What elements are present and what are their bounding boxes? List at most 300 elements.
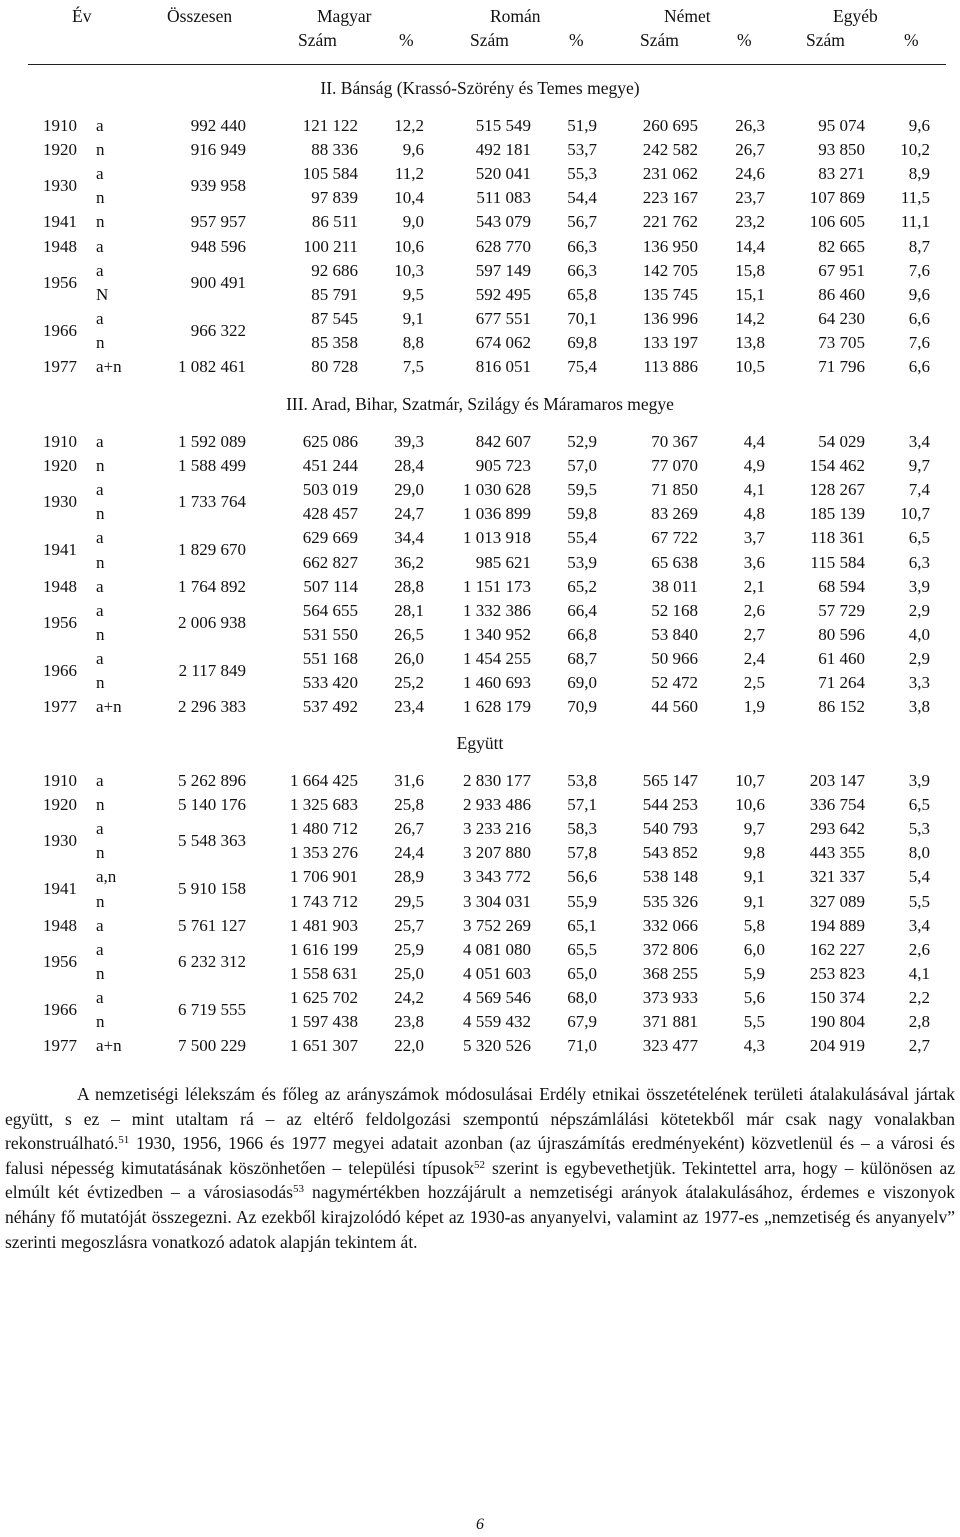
cell-hu-pct: 26,0 bbox=[394, 648, 424, 668]
cell-hu: 1 651 307 bbox=[290, 1036, 358, 1056]
cell-oth-pct: 7,6 bbox=[908, 332, 930, 352]
cell-ro: 515 549 bbox=[475, 116, 531, 135]
cell-ro-pct: 56,6 bbox=[567, 867, 597, 887]
cell-census-type: a bbox=[96, 987, 104, 1007]
cell-ro-pct: 66,8 bbox=[567, 624, 597, 644]
cell-total: 1 829 670 bbox=[178, 540, 246, 560]
cell-total: 939 958 bbox=[190, 176, 246, 196]
cell-hu: 1 481 903 bbox=[290, 915, 358, 935]
cell-hu: 451 244 bbox=[302, 456, 358, 476]
cell-de-pct: 10,5 bbox=[735, 357, 765, 376]
cell-total: 916 949 bbox=[190, 140, 246, 160]
subheader-ro-pct: % bbox=[569, 30, 584, 50]
cell-de-pct: 3,6 bbox=[743, 552, 765, 572]
cell-hu-pct: 10,4 bbox=[394, 188, 424, 208]
cell-de: 67 722 bbox=[651, 528, 698, 548]
cell-ro-pct: 68,7 bbox=[567, 648, 597, 668]
cell-oth: 203 147 bbox=[809, 771, 865, 790]
cell-oth-pct: 2,6 bbox=[908, 939, 930, 959]
cell-de: 133 197 bbox=[642, 332, 698, 352]
cell-year: 1956 bbox=[43, 272, 77, 292]
cell-ro: 1 036 899 bbox=[463, 504, 531, 524]
cell-total: 948 596 bbox=[190, 236, 246, 256]
cell-ro-pct: 53,9 bbox=[567, 552, 597, 572]
cell-hu: 564 655 bbox=[302, 600, 358, 620]
cell-census-type: a bbox=[96, 576, 104, 596]
cell-oth-pct: 5,4 bbox=[908, 867, 930, 887]
cell-oth: 154 462 bbox=[809, 456, 865, 476]
cell-de-pct: 10,7 bbox=[735, 771, 765, 790]
cell-de-pct: 3,7 bbox=[743, 528, 765, 548]
cell-year: 1920 bbox=[43, 795, 77, 815]
cell-oth: 321 337 bbox=[809, 867, 865, 887]
cell-hu: 537 492 bbox=[302, 697, 358, 717]
cell-oth-pct: 3,8 bbox=[908, 697, 930, 717]
col-header-german: Német bbox=[664, 6, 711, 26]
cell-ro: 3 343 772 bbox=[463, 867, 531, 887]
cell-oth: 107 869 bbox=[809, 188, 865, 208]
cell-oth-pct: 6,6 bbox=[908, 308, 930, 328]
cell-oth: 80 596 bbox=[818, 624, 865, 644]
cell-de: 231 062 bbox=[642, 164, 698, 184]
cell-oth: 86 460 bbox=[818, 284, 865, 304]
cell-oth-pct: 2,9 bbox=[908, 600, 930, 620]
cell-year: 1977 bbox=[43, 357, 77, 376]
cell-hu: 85 791 bbox=[311, 284, 358, 304]
cell-year: 1941 bbox=[43, 212, 77, 232]
cell-de: 223 167 bbox=[642, 188, 698, 208]
cell-de: 50 966 bbox=[651, 648, 698, 668]
cell-census-type: n bbox=[96, 795, 105, 815]
cell-ro: 2 933 486 bbox=[463, 795, 531, 815]
cell-de-pct: 9,1 bbox=[743, 891, 765, 911]
cell-oth: 57 729 bbox=[818, 600, 865, 620]
cell-oth-pct: 6,6 bbox=[908, 357, 930, 376]
cell-ro: 3 304 031 bbox=[463, 891, 531, 911]
cell-ro: 3 752 269 bbox=[463, 915, 531, 935]
cell-de: 52 472 bbox=[651, 673, 698, 692]
cell-oth-pct: 4,1 bbox=[908, 963, 930, 983]
cell-hu-pct: 31,6 bbox=[394, 771, 424, 790]
cell-de: 136 996 bbox=[642, 308, 698, 328]
cell-total: 5 140 176 bbox=[178, 795, 246, 815]
cell-ro-pct: 70,9 bbox=[567, 697, 597, 717]
cell-census-type: a bbox=[96, 915, 104, 935]
cell-ro-pct: 57,8 bbox=[567, 843, 597, 863]
cell-de-pct: 4,3 bbox=[743, 1036, 765, 1056]
cell-de: 136 950 bbox=[642, 236, 698, 256]
cell-census-type: a bbox=[96, 528, 104, 548]
subheader-de-pct: % bbox=[737, 30, 752, 50]
cell-hu: 533 420 bbox=[302, 673, 358, 692]
cell-de: 38 011 bbox=[651, 576, 698, 596]
cell-ro-pct: 52,9 bbox=[567, 432, 597, 451]
cell-oth-pct: 8,7 bbox=[908, 236, 930, 256]
cell-oth: 204 919 bbox=[809, 1036, 865, 1056]
cell-hu: 507 114 bbox=[303, 576, 358, 596]
cell-de-pct: 6,0 bbox=[743, 939, 765, 959]
cell-oth: 68 594 bbox=[818, 576, 865, 596]
cell-total: 992 440 bbox=[190, 116, 246, 135]
cell-hu-pct: 23,8 bbox=[394, 1012, 424, 1031]
cell-de: 242 582 bbox=[642, 140, 698, 160]
cell-hu: 121 122 bbox=[302, 116, 358, 135]
cell-de: 368 255 bbox=[642, 963, 698, 983]
cell-total: 966 322 bbox=[190, 320, 246, 340]
cell-de: 540 793 bbox=[642, 819, 698, 839]
cell-census-type: n bbox=[96, 140, 105, 160]
cell-census-type: a bbox=[96, 819, 104, 839]
cell-ro-pct: 58,3 bbox=[567, 819, 597, 839]
cell-ro-pct: 54,4 bbox=[567, 188, 597, 208]
cell-hu-pct: 24,7 bbox=[394, 504, 424, 524]
cell-census-type: n bbox=[96, 673, 105, 692]
cell-year: 1966 bbox=[43, 660, 77, 680]
cell-census-type: a bbox=[96, 236, 104, 256]
cell-census-type: n bbox=[96, 188, 105, 208]
cell-census-type: a bbox=[96, 480, 104, 500]
cell-hu-pct: 8,8 bbox=[402, 332, 424, 352]
cell-ro: 1 628 179 bbox=[463, 697, 531, 717]
cell-census-type: n bbox=[96, 843, 105, 863]
body-paragraph bbox=[5, 1082, 955, 1254]
cell-ro-pct: 68,0 bbox=[567, 987, 597, 1007]
cell-ro: 597 149 bbox=[475, 260, 531, 280]
col-header-romanian: Román bbox=[490, 6, 541, 26]
cell-ro: 1 454 255 bbox=[463, 648, 531, 668]
cell-ro: 4 569 546 bbox=[463, 987, 531, 1007]
cell-ro-pct: 66,3 bbox=[567, 236, 597, 256]
cell-total: 5 262 896 bbox=[178, 771, 246, 790]
cell-ro: 592 495 bbox=[475, 284, 531, 304]
cell-oth: 86 152 bbox=[818, 697, 865, 717]
cell-total: 2 296 383 bbox=[178, 697, 246, 717]
cell-total: 6 232 312 bbox=[178, 951, 246, 971]
cell-hu-pct: 12,2 bbox=[394, 116, 424, 135]
cell-census-type: a bbox=[96, 164, 104, 184]
cell-oth: 106 605 bbox=[809, 212, 865, 232]
cell-hu-pct: 22,0 bbox=[394, 1036, 424, 1056]
cell-oth-pct: 6,5 bbox=[908, 528, 930, 548]
cell-total: 1 588 499 bbox=[178, 456, 246, 476]
cell-census-type: a,n bbox=[96, 867, 117, 887]
cell-ro: 3 233 216 bbox=[463, 819, 531, 839]
cell-de: 373 933 bbox=[642, 987, 698, 1007]
cell-hu: 88 336 bbox=[311, 140, 358, 160]
cell-oth-pct: 3,3 bbox=[908, 673, 930, 692]
cell-hu: 1 558 631 bbox=[290, 963, 358, 983]
cell-census-type: n bbox=[96, 552, 105, 572]
page-number: 6 bbox=[476, 1516, 484, 1533]
paragraph-text: szerint is egybevethetjük. Tekintettel arra, hogy – különösen az elmúlt két évtizedben – a városiasodás bbox=[5, 1157, 956, 1203]
cell-ro-pct: 53,7 bbox=[567, 140, 597, 160]
cell-de-pct: 2,5 bbox=[743, 673, 765, 692]
cell-census-type: n bbox=[96, 456, 105, 476]
cell-oth-pct: 7,6 bbox=[908, 260, 930, 280]
cell-census-type: a bbox=[96, 648, 104, 668]
cell-oth: 194 889 bbox=[809, 915, 865, 935]
cell-hu-pct: 9,1 bbox=[402, 308, 424, 328]
cell-census-type: a+n bbox=[96, 1036, 122, 1056]
cell-ro-pct: 65,0 bbox=[567, 963, 597, 983]
cell-ro: 1 151 173 bbox=[463, 576, 531, 596]
cell-de-pct: 9,7 bbox=[743, 819, 765, 839]
cell-ro-pct: 57,0 bbox=[567, 456, 597, 476]
cell-de: 113 886 bbox=[643, 357, 698, 376]
cell-hu: 662 827 bbox=[302, 552, 358, 572]
cell-hu-pct: 28,1 bbox=[394, 600, 424, 620]
cell-oth-pct: 2,2 bbox=[908, 987, 930, 1007]
cell-ro: 3 207 880 bbox=[463, 843, 531, 863]
cell-oth-pct: 3,9 bbox=[908, 576, 930, 596]
cell-ro: 677 551 bbox=[475, 308, 531, 328]
subheader-oth-num: Szám bbox=[806, 30, 845, 50]
cell-hu: 87 545 bbox=[311, 308, 358, 328]
cell-ro: 511 083 bbox=[476, 188, 531, 208]
cell-oth-pct: 8,9 bbox=[908, 164, 930, 184]
cell-ro-pct: 75,4 bbox=[567, 357, 597, 376]
paragraph-text: 1930, 1956, 1966 és 1977 megyei adatait azonban (az újraszámítás eredményeként) közvetlenül és – a városi és falusi népesség kimutatásának köszönhetően – települési típusok bbox=[5, 1133, 955, 1178]
cell-de: 44 560 bbox=[651, 697, 698, 717]
cell-ro: 4 051 603 bbox=[463, 963, 531, 983]
cell-hu-pct: 26,5 bbox=[394, 624, 424, 644]
cell-de-pct: 9,1 bbox=[743, 867, 765, 887]
cell-year: 1948 bbox=[43, 236, 77, 256]
cell-hu: 551 168 bbox=[302, 648, 358, 668]
cell-de-pct: 15,8 bbox=[735, 260, 765, 280]
cell-year: 1941 bbox=[43, 540, 77, 560]
cell-hu-pct: 39,3 bbox=[394, 432, 424, 451]
cell-hu-pct: 34,4 bbox=[394, 528, 424, 548]
cell-year: 1910 bbox=[43, 432, 77, 451]
cell-oth: 443 355 bbox=[809, 843, 865, 863]
cell-oth: 73 705 bbox=[818, 332, 865, 352]
cell-de-pct: 2,6 bbox=[743, 600, 765, 620]
cell-census-type: a bbox=[96, 432, 104, 451]
cell-hu: 531 550 bbox=[302, 624, 358, 644]
cell-hu: 503 019 bbox=[302, 480, 358, 500]
subheader-hu-num: Szám bbox=[298, 30, 337, 50]
cell-total: 2 117 849 bbox=[178, 660, 246, 680]
cell-oth-pct: 10,2 bbox=[900, 140, 930, 160]
cell-census-type: a+n bbox=[96, 697, 122, 717]
cell-ro-pct: 65,8 bbox=[567, 284, 597, 304]
cell-ro-pct: 53,8 bbox=[567, 771, 597, 790]
cell-total: 2 006 938 bbox=[178, 612, 246, 632]
cell-oth: 190 804 bbox=[809, 1012, 865, 1031]
cell-hu: 80 728 bbox=[311, 357, 358, 376]
cell-year: 1920 bbox=[43, 456, 77, 476]
cell-year: 1930 bbox=[43, 492, 77, 512]
cell-total: 5 548 363 bbox=[178, 831, 246, 851]
cell-oth-pct: 4,0 bbox=[908, 624, 930, 644]
col-header-year: Év bbox=[72, 6, 92, 26]
section-title: II. Bánság (Krassó-Szörény és Temes megye) bbox=[320, 78, 640, 98]
cell-hu-pct: 24,4 bbox=[394, 843, 424, 863]
cell-census-type: a+n bbox=[96, 357, 122, 376]
cell-hu: 1 616 199 bbox=[290, 939, 358, 959]
cell-total: 1 764 892 bbox=[178, 576, 246, 596]
cell-oth-pct: 2,7 bbox=[908, 1036, 930, 1056]
cell-de: 53 840 bbox=[651, 624, 698, 644]
cell-year: 1977 bbox=[43, 697, 77, 717]
cell-de: 135 745 bbox=[642, 284, 698, 304]
cell-hu-pct: 29,0 bbox=[394, 480, 424, 500]
cell-census-type: a bbox=[96, 116, 104, 135]
cell-de: 544 253 bbox=[642, 795, 698, 815]
cell-year: 1956 bbox=[43, 612, 77, 632]
cell-oth-pct: 8,0 bbox=[908, 843, 930, 863]
cell-total: 1 592 089 bbox=[178, 432, 246, 451]
cell-census-type: n bbox=[96, 891, 105, 911]
cell-de-pct: 23,2 bbox=[735, 212, 765, 232]
cell-de: 71 850 bbox=[651, 480, 698, 500]
cell-hu-pct: 9,5 bbox=[402, 284, 424, 304]
cell-de-pct: 4,9 bbox=[743, 456, 765, 476]
cell-hu: 625 086 bbox=[302, 432, 358, 451]
cell-de-pct: 23,7 bbox=[735, 188, 765, 208]
cell-de-pct: 14,2 bbox=[735, 308, 765, 328]
cell-oth-pct: 2,9 bbox=[908, 648, 930, 668]
cell-de-pct: 5,8 bbox=[743, 915, 765, 935]
cell-census-type: n bbox=[96, 1012, 105, 1031]
cell-hu-pct: 7,5 bbox=[402, 357, 424, 376]
cell-oth: 150 374 bbox=[809, 987, 865, 1007]
cell-ro: 628 770 bbox=[475, 236, 531, 256]
cell-census-type: a bbox=[96, 600, 104, 620]
cell-hu: 85 358 bbox=[311, 332, 358, 352]
cell-de: 371 881 bbox=[642, 1012, 698, 1031]
cell-oth: 336 754 bbox=[809, 795, 865, 815]
subheader-oth-pct: % bbox=[904, 30, 919, 50]
cell-year: 1956 bbox=[43, 951, 77, 971]
cell-de: 142 705 bbox=[642, 260, 698, 280]
cell-de: 70 367 bbox=[651, 432, 698, 451]
cell-ro: 5 320 526 bbox=[463, 1036, 531, 1056]
cell-hu-pct: 23,4 bbox=[394, 697, 424, 717]
cell-hu: 1 743 712 bbox=[290, 891, 358, 911]
cell-ro: 1 460 693 bbox=[463, 673, 531, 692]
cell-hu-pct: 25,9 bbox=[394, 939, 424, 959]
cell-year: 1966 bbox=[43, 320, 77, 340]
cell-hu: 629 669 bbox=[302, 528, 358, 548]
cell-de-pct: 2,1 bbox=[743, 576, 765, 596]
cell-de: 565 147 bbox=[642, 771, 698, 790]
section-title: III. Arad, Bihar, Szatmár, Szilágy és Máramaros megye bbox=[286, 394, 674, 414]
cell-de: 83 269 bbox=[651, 504, 698, 524]
cell-hu: 105 584 bbox=[302, 164, 358, 184]
cell-total: 6 719 555 bbox=[178, 999, 246, 1019]
cell-hu-pct: 28,8 bbox=[394, 576, 424, 596]
cell-oth-pct: 6,3 bbox=[908, 552, 930, 572]
cell-hu-pct: 28,9 bbox=[394, 867, 424, 887]
cell-de: 372 806 bbox=[642, 939, 698, 959]
cell-year: 1977 bbox=[43, 1036, 77, 1056]
cell-total: 5 761 127 bbox=[178, 915, 246, 935]
cell-year: 1930 bbox=[43, 176, 77, 196]
cell-oth: 118 361 bbox=[810, 528, 865, 548]
cell-ro-pct: 55,9 bbox=[567, 891, 597, 911]
cell-hu-pct: 11,2 bbox=[394, 164, 424, 184]
cell-oth: 64 230 bbox=[818, 308, 865, 328]
cell-ro-pct: 65,2 bbox=[567, 576, 597, 596]
cell-hu: 428 457 bbox=[302, 504, 358, 524]
cell-hu-pct: 24,2 bbox=[394, 987, 424, 1007]
cell-hu-pct: 25,0 bbox=[394, 963, 424, 983]
cell-hu-pct: 10,3 bbox=[394, 260, 424, 280]
cell-year: 1941 bbox=[43, 879, 77, 899]
cell-de-pct: 10,6 bbox=[735, 795, 765, 815]
cell-ro: 816 051 bbox=[475, 357, 531, 376]
cell-ro-pct: 59,5 bbox=[567, 480, 597, 500]
cell-oth-pct: 3,9 bbox=[908, 771, 930, 790]
cell-hu-pct: 25,2 bbox=[394, 673, 424, 692]
cell-de-pct: 5,9 bbox=[743, 963, 765, 983]
cell-de-pct: 5,5 bbox=[743, 1012, 765, 1031]
cell-census-type: n bbox=[96, 332, 105, 352]
cell-de-pct: 24,6 bbox=[735, 164, 765, 184]
cell-de: 332 066 bbox=[642, 915, 698, 935]
cell-de: 77 070 bbox=[651, 456, 698, 476]
cell-oth-pct: 5,3 bbox=[908, 819, 930, 839]
cell-oth: 95 074 bbox=[818, 116, 865, 135]
cell-census-type: n bbox=[96, 212, 105, 232]
cell-hu-pct: 10,6 bbox=[394, 236, 424, 256]
cell-year: 1930 bbox=[43, 831, 77, 851]
cell-ro-pct: 66,3 bbox=[567, 260, 597, 280]
cell-de-pct: 14,4 bbox=[735, 236, 765, 256]
cell-de: 221 762 bbox=[642, 212, 698, 232]
cell-ro-pct: 55,3 bbox=[567, 164, 597, 184]
cell-year: 1948 bbox=[43, 915, 77, 935]
cell-total: 7 500 229 bbox=[178, 1036, 246, 1056]
cell-oth: 54 029 bbox=[818, 432, 865, 451]
cell-ro-pct: 69,0 bbox=[567, 673, 597, 692]
cell-total: 957 957 bbox=[190, 212, 246, 232]
cell-ro-pct: 67,9 bbox=[567, 1012, 597, 1031]
cell-hu: 86 511 bbox=[311, 212, 358, 232]
cell-hu: 1 706 901 bbox=[290, 867, 358, 887]
footnote-ref: 52 bbox=[473, 1158, 485, 1171]
cell-oth: 253 823 bbox=[809, 963, 865, 983]
cell-ro-pct: 71,0 bbox=[567, 1036, 597, 1056]
cell-year: 1948 bbox=[43, 576, 77, 596]
cell-ro-pct: 65,5 bbox=[567, 939, 597, 959]
cell-de: 52 168 bbox=[651, 600, 698, 620]
cell-total: 5 910 158 bbox=[178, 879, 246, 899]
cell-de: 538 148 bbox=[642, 867, 698, 887]
subheader-ro-num: Szám bbox=[470, 30, 509, 50]
cell-oth: 293 642 bbox=[809, 819, 865, 839]
cell-hu-pct: 28,4 bbox=[394, 456, 424, 476]
cell-census-type: n bbox=[96, 624, 105, 644]
cell-oth: 185 139 bbox=[809, 504, 865, 524]
cell-ro: 985 621 bbox=[475, 552, 531, 572]
cell-de-pct: 13,8 bbox=[735, 332, 765, 352]
cell-hu-pct: 9,6 bbox=[402, 140, 424, 160]
col-header-other: Egyéb bbox=[833, 6, 878, 26]
header-rule bbox=[28, 64, 946, 65]
cell-census-type: n bbox=[96, 504, 105, 524]
cell-de-pct: 26,3 bbox=[735, 116, 765, 135]
cell-hu: 1 664 425 bbox=[290, 771, 358, 790]
cell-oth-pct: 7,4 bbox=[908, 480, 930, 500]
cell-hu-pct: 26,7 bbox=[394, 819, 424, 839]
cell-ro-pct: 59,8 bbox=[567, 504, 597, 524]
cell-hu-pct: 9,0 bbox=[402, 212, 424, 232]
cell-hu: 97 839 bbox=[311, 188, 358, 208]
cell-hu-pct: 25,7 bbox=[394, 915, 424, 935]
